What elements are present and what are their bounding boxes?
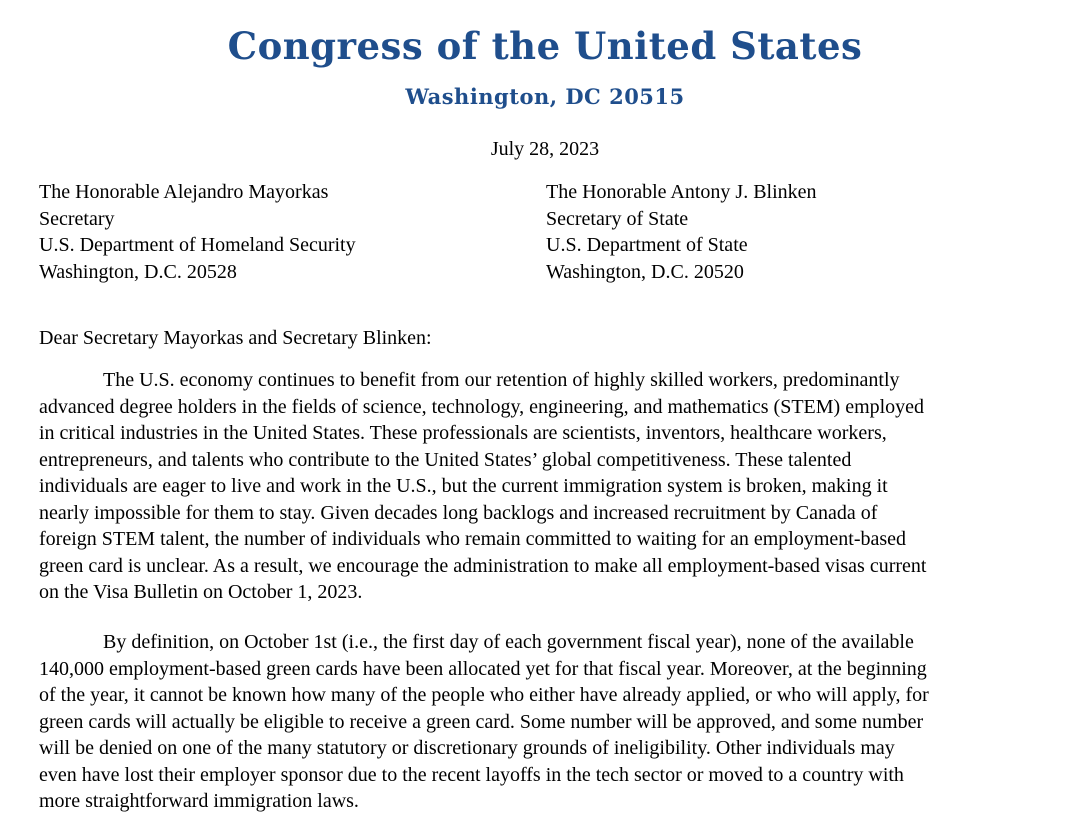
recipient-title: Secretary xyxy=(39,207,115,230)
paragraph-line: individuals are eager to live and work in the U.S., but the current immigration system is broken, making it xyxy=(39,475,888,497)
recipient-city: Washington, D.C. 20528 xyxy=(39,260,237,283)
paragraph-line: green cards will actually be eligible to receive a green card. Some number will be approved, and some number xyxy=(39,710,924,733)
salutation: Dear Secretary Mayorkas and Secretary Blinken: xyxy=(39,327,432,349)
paragraph-line: will be denied on one of the many statutory or discretionary grounds of ineligibility. Other individuals may xyxy=(39,737,895,759)
paragraph-line: more straightforward immigration laws. xyxy=(39,790,359,812)
recipient-city: Washington, D.C. 20520 xyxy=(546,260,744,283)
letterhead-title: Congress of the United States xyxy=(227,24,863,68)
paragraph-line: nearly impossible for them to stay. Given decades long backlogs and increased recruitment by Canada of xyxy=(39,501,878,524)
paragraph-line: on the Visa Bulletin on October 1, 2023. xyxy=(39,581,363,603)
paragraph-line: entrepreneurs, and talents who contribute to the United States’ global competitiveness. These talented xyxy=(39,448,852,471)
recipient-department: U.S. Department of Homeland Security xyxy=(39,234,356,256)
paragraph-line: of the year, it cannot be known how many of the people who either have already applied, or who will apply, for xyxy=(39,684,929,706)
recipient-address-left xyxy=(39,179,356,285)
recipient-name: The Honorable Antony J. Blinken xyxy=(546,181,817,203)
paragraph-line: in critical industries in the United States. These professionals are scientists, inventors, healthcare workers, xyxy=(39,422,887,444)
letterhead-subtitle: Washington, DC 20515 xyxy=(405,84,685,109)
paragraph-line: foreign STEM talent, the number of individuals who remain committed to waiting for an employment-based xyxy=(39,528,907,550)
letter-date: July 28, 2023 xyxy=(490,138,600,160)
paragraph-line: advanced degree holders in the fields of science, technology, engineering, and mathematics (STEM) employed xyxy=(39,395,925,418)
paragraph-line: 140,000 employment-based green cards have been allocated yet for that fiscal year. Moreover, at the beginning xyxy=(39,657,927,680)
body-paragraph-2 xyxy=(39,629,1059,815)
paragraph-line: even have lost their employer sponsor due to the recent layoffs in the tech sector or moved to a country with xyxy=(39,763,904,786)
recipient-name: The Honorable Alejandro Mayorkas xyxy=(39,181,329,203)
recipient-title: Secretary of State xyxy=(546,207,689,230)
paragraph-line: By definition, on October 1st (i.e., the first day of each government fiscal year), none of the available xyxy=(103,631,914,653)
body-paragraph-1 xyxy=(39,367,1059,606)
recipient-department: U.S. Department of State xyxy=(546,234,748,256)
paragraph-line: green card is unclear. As a result, we encourage the administration to make all employment-based visas current xyxy=(39,554,927,577)
paragraph-line: The U.S. economy continues to benefit from our retention of highly skilled workers, predominantly xyxy=(103,369,900,391)
recipient-address-right xyxy=(546,179,817,285)
